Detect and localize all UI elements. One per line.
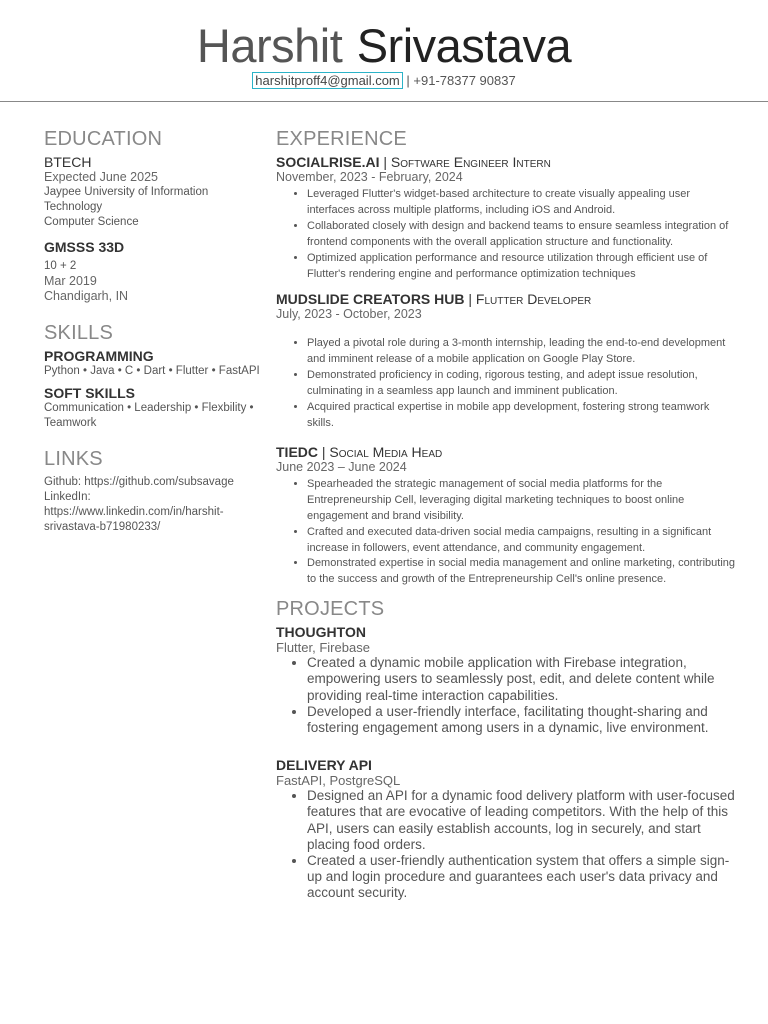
contact-line: [0, 73, 768, 88]
education-location: Chandigarh, IN: [44, 289, 129, 303]
list-item: • Leveraged Flutter's widget-based architecture to create visually appealing user interfaces across multiple platforms, including iOS and Android.: [307, 187, 736, 219]
education-degree: BTECH: [44, 154, 92, 170]
list-item: • Crafted and executed data-driven social media campaigns, resulting in a significant increase in followers, event attendance, and community engagement.: [307, 525, 736, 557]
job-bullets: [276, 477, 736, 588]
candidate-name: [0, 18, 768, 74]
project-name: DELIVERY API: [276, 757, 372, 774]
first-name: Harshit: [196, 19, 343, 72]
education-degree: GMSSS 33D: [44, 239, 125, 255]
education-field: Computer Science: [44, 216, 139, 228]
education-title: EDUCATION: [44, 128, 163, 150]
list-item: • Designed an API for a dynamic food delivery platform with user-focused features that are evocative of leading competitors. With the help of this API, users can easily establish accounts, log in securely, and start placing food orders.: [307, 788, 736, 853]
soft-skills: Communication • Leadership • Flexbility • Teamwork: [44, 402, 254, 429]
skills-title: SKILLS: [44, 322, 114, 344]
list-item: • Created a user-friendly authentication system that offers a simple sign-up and login procedure and guarantees each user's data privacy and account security.: [307, 853, 736, 902]
job-role: | Social Media Head: [321, 443, 443, 460]
list-item: • Acquired practical expertise in mobile app development, fostering strong teamwork skills.: [307, 400, 736, 432]
job-bullets: [276, 336, 736, 431]
email-link[interactable]: harshitproff4@gmail.com: [252, 72, 402, 89]
linkedin-link[interactable]: https://www.linkedin.com/in/harshit-srivastava-b71980233/: [44, 506, 224, 533]
right-column: [276, 128, 736, 902]
list-item: • Played a pivotal role during a 3-month internship, leading the end-to-end development and imminent release of a mobile application on Google Play Store.: [307, 336, 736, 368]
project-tech: FastAPI, PostgreSQL: [276, 773, 401, 789]
header-divider: [0, 101, 768, 102]
job-company: TIEDC: [276, 443, 318, 460]
job-company: MUDSLIDE CREATORS HUB: [276, 291, 465, 308]
links-title: LINKS: [44, 448, 103, 470]
job-dates: July, 2023 - October, 2023: [276, 307, 422, 322]
education-school: Jaypee University of Information Technology: [44, 186, 209, 213]
list-item: • Demonstrated expertise in social media management and online marketing, contributing to the success and growth of the Entrepreneurship Cell's online presence.: [307, 556, 736, 588]
job-heading: [276, 154, 736, 170]
job-company: SOCIALRISE.AI: [276, 154, 380, 170]
project-tech: Flutter, Firebase: [276, 640, 370, 656]
job-dates: November, 2023 - February, 2024: [276, 170, 463, 184]
list-item: • Demonstrated proficiency in coding, rigorous testing, and adept issue resolution, culminating in a seamless app launch and imminent publication.: [307, 368, 736, 400]
programming-skills: Python • Java • C • Dart • Flutter • FastAPI: [44, 365, 260, 377]
left-column: [44, 128, 264, 535]
phone-number: +91-78377 90837: [413, 73, 516, 88]
project-bullets: [276, 788, 736, 901]
project-name: THOUGHTON: [276, 624, 366, 641]
list-item: • Created a dynamic mobile application with Firebase integration, empowering users to seamlessly post, edit, and delete content while providing real-time interaction capabilities.: [307, 655, 736, 704]
contact-separator: |: [406, 73, 410, 88]
resume-header: [0, 0, 768, 102]
education-date: Mar 2019: [44, 274, 97, 288]
job-bullets: [276, 187, 736, 282]
project-bullets: [276, 655, 736, 736]
job-heading: [276, 291, 736, 307]
job-role: | Flutter Developer: [468, 291, 592, 308]
list-item: • Collaborated closely with design and backend teams to ensure seamless integration of frontend components with the overall application structure and functionality.: [307, 219, 736, 251]
job-role: | Software Engineer Intern: [383, 154, 551, 170]
job-dates: June 2023 – June 2024: [276, 459, 407, 474]
education-grade: 10 + 2: [44, 260, 77, 272]
github-link[interactable]: Github: https://github.com/subsavage: [44, 476, 234, 488]
experience-title: EXPERIENCE: [276, 128, 407, 150]
last-name: Srivastava: [356, 19, 572, 72]
education-date: Expected June 2025: [44, 170, 158, 184]
soft-skills-title: SOFT SKILLS: [44, 385, 135, 401]
list-item: • Spearheaded the strategic management of social media platforms for the Entrepreneurship Cell, leveraging digital marketing techniques to boost online engagement and brand visibility.: [307, 477, 736, 525]
projects-title: PROJECTS: [276, 598, 385, 621]
job-heading: [276, 444, 736, 460]
list-item: • Optimized application performance and resource utilization through efficient use of Flutter's rendering engine and performance optimization techniques: [307, 251, 736, 283]
list-item: • Developed a user-friendly interface, facilitating thought-sharing and fostering engagement among users in a dynamic, live environment.: [307, 704, 736, 736]
linkedin-label: LinkedIn:: [44, 491, 91, 503]
programming-title: PROGRAMMING: [44, 348, 154, 364]
